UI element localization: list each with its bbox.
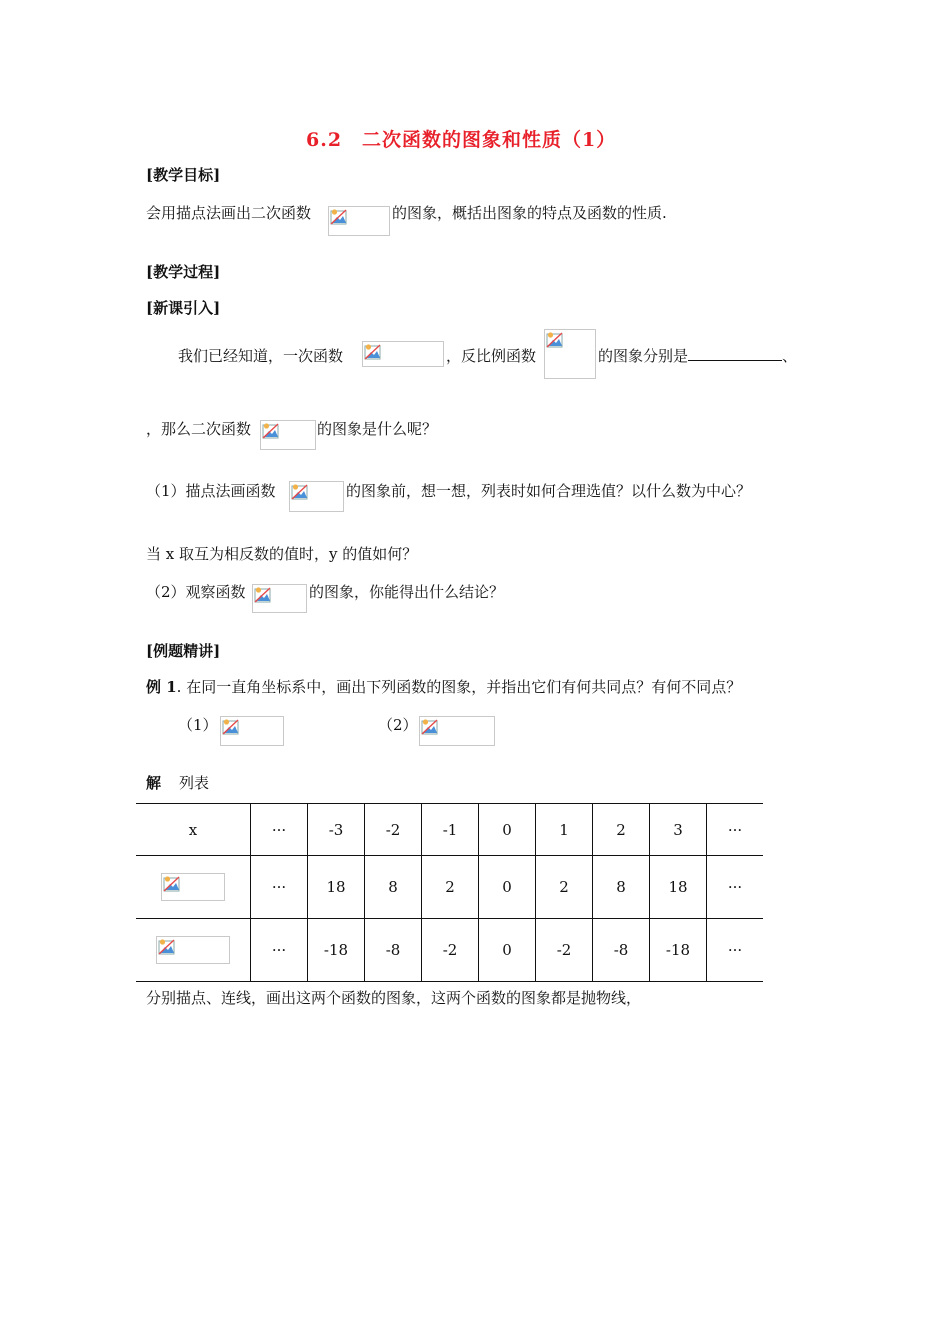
footer-text: 分别描点、连线，画出这两个函数的图象，这两个函数的图象都是抛物线，	[146, 989, 642, 1007]
table-cell: 1	[536, 804, 593, 856]
table-cell-formula	[136, 856, 251, 919]
table-cell: -1	[422, 804, 479, 856]
example-heading: [例题精讲]	[146, 642, 221, 660]
table-cell: 3	[650, 804, 707, 856]
answer-blank	[688, 346, 782, 361]
table-cell: ···	[707, 856, 764, 919]
table-cell: -8	[365, 919, 422, 982]
formula-image	[362, 341, 444, 367]
broken-image-icon	[546, 331, 564, 349]
table-cell: 0	[479, 856, 536, 919]
goals-heading: [教学目标]	[146, 166, 221, 184]
table-cell: ···	[707, 919, 764, 982]
table-cell: ···	[251, 804, 308, 856]
formula-image	[328, 206, 390, 236]
table-row	[136, 856, 763, 919]
q1-text-a: （1）描点法画函数	[146, 482, 276, 500]
sub-label-1: （1）	[178, 716, 218, 734]
intro-text-a: 我们已经知道，一次函数	[178, 347, 344, 365]
table-cell: 0	[479, 804, 536, 856]
page-title: 6.2 二次函数的图象和性质（1）	[306, 129, 617, 151]
intro-text-b: ，反比例函数	[446, 347, 537, 365]
broken-image-icon	[262, 422, 280, 440]
formula-image	[252, 584, 307, 613]
table-cell: -3	[308, 804, 365, 856]
broken-image-icon	[364, 343, 382, 361]
table-cell: -2	[536, 919, 593, 982]
table-cell: 0	[479, 919, 536, 982]
q1-text-b: 的图象前，想一想，列表时如何合理选值？以什么数为中心？	[346, 482, 752, 500]
table-cell: 2	[422, 856, 479, 919]
goals-text-b: 的图象，概括出图象的特点及函数的性质.	[392, 204, 667, 222]
intro-text-c: 的图象分别是 、	[598, 347, 798, 365]
table-row	[136, 919, 763, 982]
table-cell: 18	[650, 856, 707, 919]
table-cell: -18	[650, 919, 707, 982]
table-cell: ···	[251, 856, 308, 919]
table-cell-formula	[136, 919, 251, 982]
intro2-text-b: 的图象是什么呢？	[317, 420, 438, 438]
goals-text-a: 会用描点法画出二次函数	[146, 204, 312, 222]
table-row	[136, 804, 763, 856]
broken-image-icon	[163, 875, 181, 893]
intro2-text-a: ，那么二次函数	[146, 420, 252, 438]
table-cell: 18	[308, 856, 365, 919]
q2-text-a: （2）观察函数	[146, 583, 246, 601]
broken-image-icon	[158, 938, 176, 956]
sub-label-2: （2）	[378, 716, 418, 734]
formula-image	[156, 936, 230, 964]
table-cell: -2	[422, 919, 479, 982]
formula-image	[260, 420, 316, 450]
table-cell: -18	[308, 919, 365, 982]
table-cell: 8	[365, 856, 422, 919]
table-cell: 8	[593, 856, 650, 919]
q2-text-b: 的图象，你能得出什么结论？	[309, 583, 505, 601]
table-cell: ···	[251, 919, 308, 982]
table-cell: -2	[365, 804, 422, 856]
table-cell: -8	[593, 919, 650, 982]
intro-heading: [新课引入]	[146, 299, 221, 317]
table-cell: ···	[707, 804, 764, 856]
broken-image-icon	[222, 718, 240, 736]
table-cell: 2	[593, 804, 650, 856]
formula-image	[161, 873, 225, 901]
table-cell: 2	[536, 856, 593, 919]
formula-image	[544, 329, 596, 379]
broken-image-icon	[291, 483, 309, 501]
broken-image-icon	[421, 718, 439, 736]
broken-image-icon	[254, 586, 272, 604]
table-cell: x	[136, 804, 251, 856]
formula-image	[289, 481, 344, 512]
formula-image	[220, 716, 284, 746]
q1-text-c: 当 x 取互为相反数的值时，y 的值如何？	[146, 545, 418, 563]
formula-image	[419, 716, 495, 746]
example-text: 例 1. 在同一直角坐标系中，画出下列函数的图象，并指出它们有何共同点？有何不同点？	[146, 678, 742, 696]
process-heading: [教学过程]	[146, 263, 221, 281]
solution-line: 解 列表	[146, 774, 210, 792]
broken-image-icon	[330, 208, 348, 226]
value-table	[136, 803, 763, 982]
